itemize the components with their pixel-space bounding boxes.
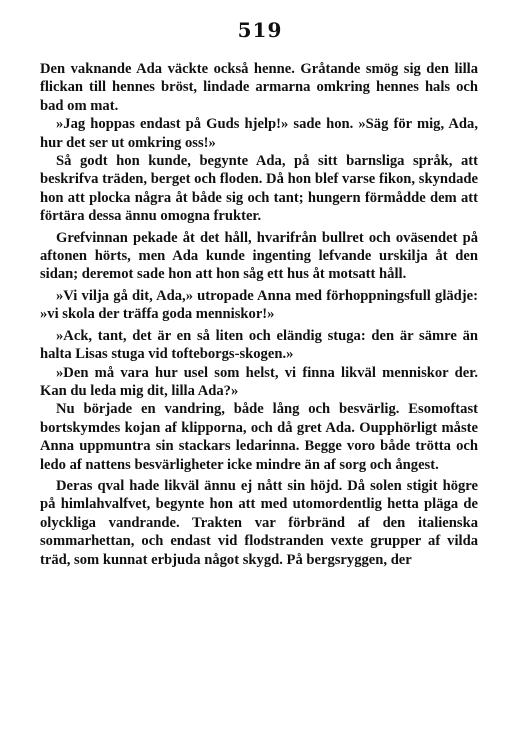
paragraph: »Jag hoppas endast på Guds hjelp!» sade hon. »Säg för mig, Ada, hur det ser ut omkring oss!»	[40, 116, 478, 151]
paragraph: Grefvinnan pekade åt det håll, hvarifrån bullret och oväsendet på aftonen hörts, men Ada kunde ingenting lefvande urskilja åt den sidan; deremot sade hon att hon såg ett hus åt motsatt håll.	[40, 229, 478, 283]
paragraph: Deras qval hade likväl ännu ej nått sin höjd. Då solen stigit högre på himlahvalfvet, begynte hon att med utomordentlig hetta pläga de olyckliga vandrande. Trakten var förbränd af den italienska sommarhettan, och endast vid flodstranden vexte grupper af vilda träd, som kunnat erbjuda något skygd. På bergsryggen, der	[40, 477, 478, 568]
paragraph: »Ack, tant, det är en så liten och eländig stuga: den är sämre än halta Lisas stuga vid tofteborgs-skogen.»	[40, 327, 478, 363]
page-number: 519	[237, 18, 283, 42]
paragraph: Så godt hon kunde, begynte Ada, på sitt barnsliga språk, att beskrifva träden, berget och floden. Då hon blef varse fikon, skyndade hon att plocka några åt både sig och tant; hungern förmådde dem att förtära dessa ännu omogna frukter.	[40, 153, 478, 225]
paragraph: Nu började en vandring, både lång och besvärlig. Esomoftast bortskymdes kojan af klipporna, och då gret Ada. Oupphörligt måste Anna uppmuntra sin stackars ledarinna. Begge voro både trötta och ledo af nattens besvärligheter icke mindre än af sorg och ångest.	[40, 401, 478, 473]
paragraph: »Vi vilja gå dit, Ada,» utropade Anna med förhoppningsfull glädje: »vi skola der träffa goda menniskor!»	[40, 287, 478, 323]
body-text	[40, 60, 478, 569]
paragraph: »Den må vara hur usel som helst, vi finna likväl menniskor der. Kan du leda mig dit, lilla Ada?»	[40, 364, 478, 399]
paragraph: Den vaknande Ada väckte också henne. Gråtande smög sig den lilla flickan till hennes bröst, lindade armarna omkring hennes hals och bad om mat.	[40, 61, 478, 114]
